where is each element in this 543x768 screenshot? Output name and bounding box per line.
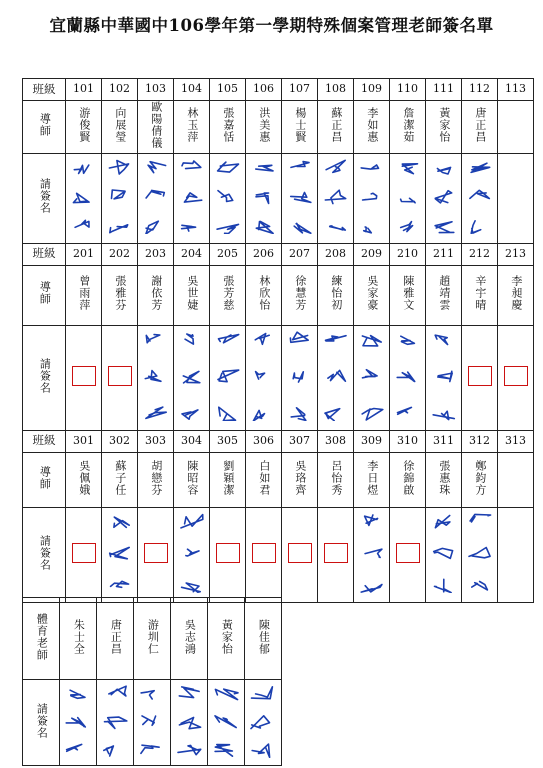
sign-label-cell <box>23 325 66 430</box>
pe-teacher-table <box>22 597 282 766</box>
teacher-name: 鄭鈞方 <box>473 459 487 496</box>
signature-cell[interactable] <box>138 153 174 243</box>
signature-stamp <box>108 366 132 386</box>
teacher-name-cell <box>462 101 498 154</box>
signature-stamp <box>72 366 96 386</box>
sign-row <box>23 507 534 602</box>
class-number: 108 <box>318 79 354 101</box>
teacher-label: 導師 <box>38 465 52 490</box>
teacher-name: 游俊賢 <box>77 107 91 143</box>
handwritten-signature <box>249 330 279 421</box>
sign-row <box>23 325 534 430</box>
handwritten-signature <box>249 158 279 234</box>
signature-stamp <box>288 543 312 563</box>
handwritten-signature <box>213 158 243 234</box>
handwritten-signature <box>105 512 135 593</box>
signature-stamp <box>324 543 348 563</box>
handwritten-signature <box>213 330 243 421</box>
signature-cell[interactable] <box>390 325 426 430</box>
class-row <box>23 430 534 452</box>
sign-label-cell <box>23 507 66 602</box>
pe-teacher-name-cell <box>134 598 171 680</box>
class-number: 111 <box>426 79 462 101</box>
class-number: 109 <box>354 79 390 101</box>
teacher-label: 導師 <box>38 113 52 137</box>
signature-stamp <box>396 543 420 563</box>
teacher-name: 吳家豪 <box>365 275 379 312</box>
handwritten-signature <box>177 512 207 593</box>
handwritten-signature <box>465 512 495 593</box>
class-label: 班級 <box>32 433 56 448</box>
signature-cell[interactable] <box>102 153 138 243</box>
class-number: 101 <box>66 79 102 101</box>
teacher-name-cell <box>66 452 102 507</box>
signature-cell[interactable] <box>102 325 138 430</box>
teacher-name: 吳世婕 <box>185 275 199 312</box>
signature-cell[interactable] <box>426 507 462 602</box>
class-number: 208 <box>318 243 354 265</box>
teacher-name: 張芳慈 <box>221 275 235 312</box>
pe-teacher-name-cell <box>208 598 245 680</box>
teacher-name-cell <box>354 101 390 154</box>
handwritten-signature <box>173 684 205 758</box>
pe-sign-row <box>23 680 282 766</box>
handwritten-signature <box>69 158 99 234</box>
teacher-name: 呂怡秀 <box>329 459 343 496</box>
teacher-name: 徐慧芳 <box>293 275 307 312</box>
handwritten-signature <box>99 684 131 758</box>
pe-label: 體育老師 <box>35 612 49 661</box>
sign-label-cell <box>23 153 66 243</box>
teacher-name-cell <box>498 265 534 325</box>
pe-teacher-name-cell <box>60 598 97 680</box>
signature-cell[interactable] <box>246 153 282 243</box>
pe-teacher-row <box>23 598 282 680</box>
handwritten-signature <box>321 158 351 234</box>
signature-stamp <box>216 543 240 563</box>
signature-cell[interactable] <box>174 153 210 243</box>
teacher-name-cell <box>66 101 102 154</box>
signature-stamp <box>504 366 528 386</box>
signature-cell[interactable] <box>138 325 174 430</box>
teacher-name: 曾雨萍 <box>77 275 91 312</box>
handwritten-signature <box>285 158 315 234</box>
sign-label: 請簽名 <box>38 534 52 571</box>
teacher-label-cell <box>23 452 66 507</box>
teacher-name-cell <box>174 101 210 154</box>
teacher-name-cell <box>282 101 318 154</box>
class-number: 212 <box>462 243 498 265</box>
class-number: 205 <box>210 243 246 265</box>
teacher-name: 李如惠 <box>365 107 379 143</box>
class-label: 班級 <box>32 246 56 261</box>
pe-teacher-name-cell <box>171 598 208 680</box>
class-number: 210 <box>390 243 426 265</box>
teacher-name: 蘇正昌 <box>329 107 343 143</box>
teacher-row <box>23 452 534 507</box>
handwritten-signature <box>247 684 279 758</box>
pe-teacher-name: 唐正昌 <box>109 618 123 655</box>
teacher-name-cell <box>426 101 462 154</box>
teacher-name: 向展瑩 <box>113 107 127 143</box>
sign-row <box>23 153 534 243</box>
signature-cell[interactable] <box>354 507 390 602</box>
class-label: 班級 <box>32 81 56 96</box>
signature-stamp <box>468 366 492 386</box>
teacher-row <box>23 101 534 154</box>
teacher-name-cell <box>138 101 174 154</box>
teacher-name-cell <box>390 452 426 507</box>
handwritten-signature <box>393 158 423 234</box>
sign-label: 請簽名 <box>38 357 52 394</box>
teacher-name-cell <box>174 452 210 507</box>
class-number: 302 <box>102 430 138 452</box>
handwritten-signature <box>210 684 242 758</box>
teacher-name-cell <box>102 265 138 325</box>
class-number: 308 <box>318 430 354 452</box>
signature-cell[interactable] <box>171 680 208 766</box>
pe-label-cell <box>23 598 60 680</box>
handwritten-signature <box>429 330 459 421</box>
signature-cell[interactable] <box>66 507 102 602</box>
teacher-name: 謝依芳 <box>149 275 163 312</box>
teacher-label-cell <box>23 101 66 154</box>
pe-teacher-name-cell <box>97 598 134 680</box>
teacher-name-cell <box>174 265 210 325</box>
handwritten-signature <box>177 158 207 234</box>
class-number: 112 <box>462 79 498 101</box>
class-row <box>23 79 534 101</box>
signature-cell[interactable] <box>498 325 534 430</box>
teacher-name-cell <box>282 265 318 325</box>
class-number: 107 <box>282 79 318 101</box>
signature-stamp <box>252 543 276 563</box>
teacher-name: 蘇子任 <box>113 459 127 496</box>
signature-cell[interactable] <box>462 507 498 602</box>
teacher-name-cell <box>354 265 390 325</box>
signature-cell[interactable] <box>102 507 138 602</box>
teacher-name: 趙靖雲 <box>437 275 451 312</box>
class-label-cell <box>23 243 66 265</box>
class-number: 207 <box>282 243 318 265</box>
teacher-name-cell <box>246 101 282 154</box>
signature-cell[interactable] <box>354 325 390 430</box>
teacher-name-cell <box>462 265 498 325</box>
teacher-name-cell <box>138 452 174 507</box>
class-number: 113 <box>498 79 534 101</box>
handwritten-signature <box>429 158 459 234</box>
class-number: 213 <box>498 243 534 265</box>
teacher-name-cell <box>66 265 102 325</box>
class-number: 105 <box>210 79 246 101</box>
teacher-name: 陳雅文 <box>401 275 415 312</box>
teacher-name: 練怡初 <box>329 275 343 312</box>
teacher-name-cell <box>354 452 390 507</box>
teacher-name-cell <box>246 452 282 507</box>
teacher-label-cell <box>23 265 66 325</box>
handwritten-signature <box>177 330 207 421</box>
class-number: 204 <box>174 243 210 265</box>
teacher-name: 黃家怡 <box>437 107 451 143</box>
teacher-row <box>23 265 534 325</box>
teacher-name: 胡戀芬 <box>149 459 163 496</box>
handwritten-signature <box>465 158 495 234</box>
class-number: 312 <box>462 430 498 452</box>
teacher-name: 李昶慶 <box>509 275 523 312</box>
class-number: 202 <box>102 243 138 265</box>
pe-teacher-name: 朱士全 <box>72 618 86 655</box>
signature-cell[interactable] <box>498 153 534 243</box>
teacher-name-cell <box>210 101 246 154</box>
signature-cell[interactable] <box>282 325 318 430</box>
signature-cell[interactable] <box>97 680 134 766</box>
class-label-cell <box>23 430 66 452</box>
teacher-name-cell <box>498 101 534 154</box>
pe-teacher-name: 陳佳郁 <box>257 618 271 655</box>
teacher-name-cell <box>318 265 354 325</box>
teacher-name: 劉穎潔 <box>221 459 235 496</box>
signature-stamp <box>144 543 168 563</box>
signature-cell[interactable] <box>210 153 246 243</box>
teacher-name-cell <box>498 452 534 507</box>
teacher-name-cell <box>462 452 498 507</box>
teacher-name: 張雅芬 <box>113 275 127 312</box>
class-number: 304 <box>174 430 210 452</box>
handwritten-signature <box>285 330 315 421</box>
teacher-name-cell <box>102 101 138 154</box>
class-number: 307 <box>282 430 318 452</box>
pe-teacher-name: 游圳仁 <box>146 618 160 655</box>
signature-cell[interactable] <box>208 680 245 766</box>
signature-cell[interactable] <box>174 507 210 602</box>
class-number: 106 <box>246 79 282 101</box>
signature-cell[interactable] <box>282 153 318 243</box>
teacher-name-cell <box>390 265 426 325</box>
pe-teacher-name-cell <box>245 598 282 680</box>
class-number: 102 <box>102 79 138 101</box>
handwritten-signature <box>141 158 171 234</box>
class-number: 313 <box>498 430 534 452</box>
teacher-name: 徐錦啟 <box>401 459 415 496</box>
teacher-name: 楊士賢 <box>293 107 307 143</box>
class-number: 206 <box>246 243 282 265</box>
teacher-name-cell <box>210 265 246 325</box>
class-number: 301 <box>66 430 102 452</box>
teacher-name-cell <box>210 452 246 507</box>
teacher-name-cell <box>390 101 426 154</box>
signature-cell[interactable] <box>318 325 354 430</box>
class-row <box>23 243 534 265</box>
teacher-name: 詹潔茹 <box>401 107 415 143</box>
pe-sign-label-cell <box>23 680 60 766</box>
teacher-name: 陳昭容 <box>185 459 199 496</box>
class-number: 203 <box>138 243 174 265</box>
teacher-name-cell <box>246 265 282 325</box>
signature-cell[interactable] <box>210 325 246 430</box>
signature-cell[interactable] <box>426 153 462 243</box>
class-number: 310 <box>390 430 426 452</box>
handwritten-signature <box>321 330 351 421</box>
sign-label: 請簽名 <box>38 178 52 215</box>
teacher-name: 張嘉恬 <box>221 107 235 143</box>
signature-cell[interactable] <box>318 507 354 602</box>
teacher-name: 吳珞齊 <box>293 459 307 496</box>
signature-cell[interactable] <box>66 325 102 430</box>
signature-cell[interactable] <box>245 680 282 766</box>
signature-cell[interactable] <box>138 507 174 602</box>
teacher-name: 洪美惠 <box>257 107 271 143</box>
class-number: 209 <box>354 243 390 265</box>
teacher-name-cell <box>426 265 462 325</box>
signature-cell[interactable] <box>390 153 426 243</box>
class-number: 311 <box>426 430 462 452</box>
signature-cell[interactable] <box>246 325 282 430</box>
signature-cell[interactable] <box>426 325 462 430</box>
signature-table <box>22 78 534 603</box>
teacher-name-cell <box>426 452 462 507</box>
teacher-name: 李日煜 <box>365 459 379 496</box>
teacher-name: 林欣怡 <box>257 275 271 312</box>
class-number: 303 <box>138 430 174 452</box>
signature-stamp <box>72 543 96 563</box>
teacher-name: 白如君 <box>257 459 271 496</box>
class-number: 211 <box>426 243 462 265</box>
class-number: 104 <box>174 79 210 101</box>
class-label-cell <box>23 79 66 101</box>
handwritten-signature <box>105 158 135 234</box>
signature-cell[interactable] <box>66 153 102 243</box>
pe-sign-label: 請簽名 <box>35 702 49 739</box>
class-number: 309 <box>354 430 390 452</box>
class-number: 201 <box>66 243 102 265</box>
teacher-name-cell <box>318 101 354 154</box>
teacher-label: 導師 <box>38 281 52 306</box>
signature-cell[interactable] <box>174 325 210 430</box>
signature-cell[interactable] <box>282 507 318 602</box>
signature-cell[interactable] <box>60 680 97 766</box>
handwritten-signature <box>357 158 387 234</box>
class-number: 305 <box>210 430 246 452</box>
class-number: 110 <box>390 79 426 101</box>
teacher-name: 唐正昌 <box>473 107 487 143</box>
teacher-name-cell <box>282 452 318 507</box>
handwritten-signature <box>429 512 459 593</box>
teacher-name-cell <box>138 265 174 325</box>
signature-cell[interactable] <box>210 507 246 602</box>
handwritten-signature <box>136 684 168 758</box>
class-number: 103 <box>138 79 174 101</box>
signature-cell[interactable] <box>390 507 426 602</box>
teacher-name: 歐陽倩儀 <box>149 101 163 149</box>
signature-cell[interactable] <box>498 507 534 602</box>
signature-cell[interactable] <box>134 680 171 766</box>
teacher-name-cell <box>318 452 354 507</box>
signature-cell[interactable] <box>462 325 498 430</box>
teacher-name: 張惠珠 <box>437 459 451 496</box>
signature-cell[interactable] <box>354 153 390 243</box>
signature-cell[interactable] <box>318 153 354 243</box>
teacher-name: 辛宇晴 <box>473 275 487 312</box>
handwritten-signature <box>357 330 387 421</box>
pe-teacher-name: 黃家怡 <box>220 618 234 655</box>
signature-cell[interactable] <box>462 153 498 243</box>
handwritten-signature <box>141 330 171 421</box>
handwritten-signature <box>393 330 423 421</box>
teacher-name-cell <box>102 452 138 507</box>
handwritten-signature <box>62 684 94 758</box>
handwritten-signature <box>357 512 387 593</box>
page-title: 宜蘭縣中華國中106學年第一學期特殊個案管理老師簽名單 <box>49 16 494 35</box>
teacher-name: 林玉萍 <box>185 107 199 143</box>
pe-teacher-name: 吳志鴻 <box>183 618 197 655</box>
class-number: 306 <box>246 430 282 452</box>
signature-cell[interactable] <box>246 507 282 602</box>
teacher-name: 吳佩娥 <box>77 459 91 496</box>
